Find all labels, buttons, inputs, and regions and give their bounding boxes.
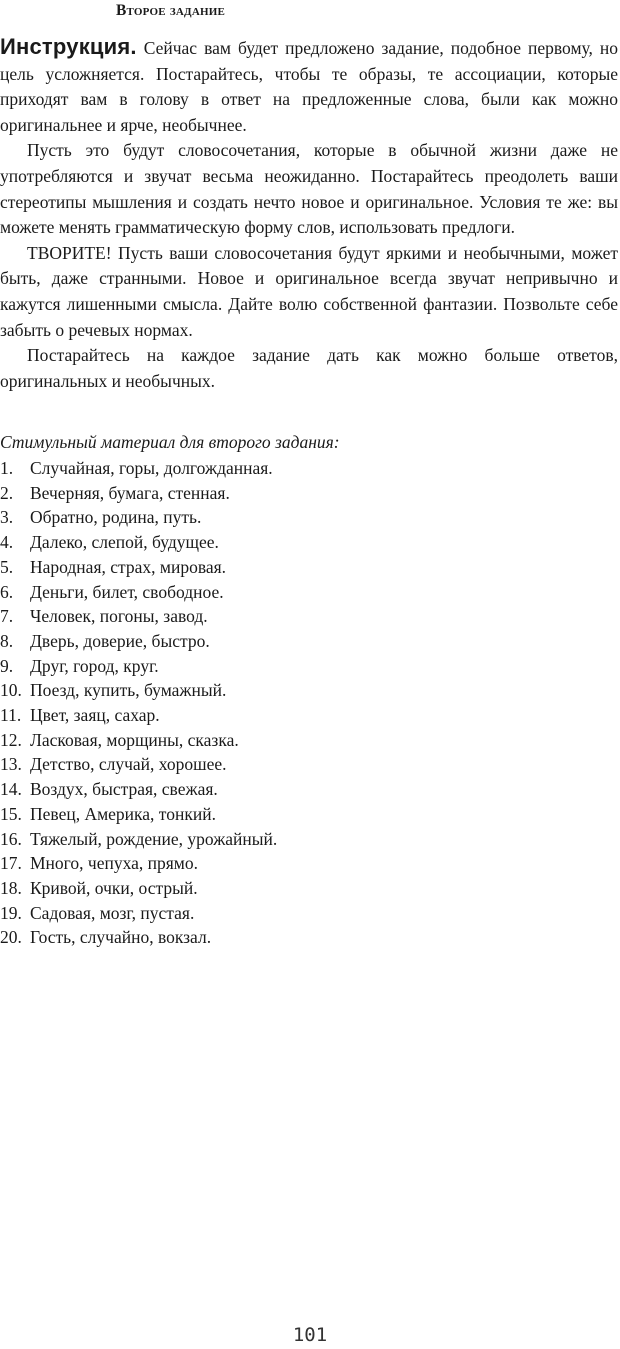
- page-number: 101: [292, 1324, 328, 1346]
- stimulus-item-number: 5.: [0, 556, 14, 577]
- stimulus-item-text: Друг, город, круг.: [30, 655, 159, 676]
- stimulus-item: [0, 925, 277, 950]
- stimulus-item-text: Народная, страх, мировая.: [30, 556, 227, 577]
- stimulus-item-text: Далеко, слепой, будущее.: [30, 532, 219, 553]
- stimulus-item: [0, 752, 277, 777]
- stimulus-item-text: Дверь, доверие, быстро.: [30, 630, 210, 651]
- stimulus-item-number: 16.: [0, 828, 22, 849]
- stimulus-item-text: Случайная, горы, долгожданная.: [30, 458, 273, 478]
- stimulus-item-number: 3.: [0, 507, 14, 528]
- stimulus-item: [0, 505, 277, 530]
- stimulus-item-number: 17.: [0, 853, 22, 874]
- instruction-text: Сейчас вам будет предложено задание, подобное первому, но цель усложняется. Постарайтесь, чтобы те образы, те ассоциации, которые приходят вам в голову в ответ на предложенные слова, были как можно оригинальнее и ярче, необычнее.: [0, 38, 619, 135]
- stimulus-item: [0, 456, 277, 481]
- paragraph-create: ТВОРИТЕ! Пусть ваши словосочетания будут яркими и необычными, может быть, даже странными. Новое и оригинальное всегда звучат непривычно и кажутся лишенными смысла. Дайте волю собственной фантазии. Позвольте себе забыть о речевых нормах.: [0, 242, 618, 340]
- stimulus-item: [0, 678, 277, 703]
- instruction-block: [0, 34, 618, 394]
- stimulus-item-text: Цвет, заяц, сахар.: [30, 705, 160, 726]
- instruction-paragraph: [0, 34, 618, 138]
- stimulus-item-text: Певец, Америка, тонкий.: [30, 803, 216, 824]
- instruction-lead-word: Инструкция.: [0, 34, 137, 59]
- stimulus-item-text: Воздух, быстрая, свежая.: [30, 779, 218, 800]
- stimulus-item: [0, 481, 277, 506]
- stimulus-item: [0, 654, 277, 679]
- stimulus-item-number: 11.: [0, 705, 22, 726]
- stimulus-caption: Стимульный материал для второго задания:: [0, 432, 340, 452]
- stimulus-item-text: Обратно, родина, путь.: [30, 507, 202, 528]
- stimulus-item: [0, 827, 277, 852]
- stimulus-item-number: 7.: [0, 606, 14, 627]
- stimulus-item: [0, 629, 277, 654]
- stimulus-item-number: 18.: [0, 877, 22, 898]
- stimulus-item: [0, 604, 277, 629]
- stimulus-item-number: 15.: [0, 803, 22, 824]
- stimulus-item-number: 19.: [0, 902, 22, 923]
- stimulus-item-text: Поезд, купить, бумажный.: [30, 680, 227, 701]
- stimulus-item-text: Вечерняя, бумага, стенная.: [30, 482, 230, 503]
- stimulus-item-text: Детство, случай, хорошее.: [30, 754, 227, 775]
- stimulus-item-number: 13.: [0, 754, 22, 775]
- stimulus-item: [0, 777, 277, 802]
- stimulus-item: [0, 802, 277, 827]
- stimulus-item-number: 9.: [0, 655, 14, 676]
- stimulus-item-number: 20.: [0, 927, 22, 948]
- section-title: Второе задание: [116, 2, 226, 19]
- stimulus-item-number: 14.: [0, 779, 22, 800]
- stimulus-item: [0, 728, 277, 753]
- stimulus-item: [0, 876, 277, 901]
- stimulus-item: [0, 901, 277, 926]
- stimulus-item-number: 8.: [0, 630, 14, 651]
- stimulus-item: [0, 580, 277, 605]
- stimulus-item-number: 2.: [0, 482, 14, 503]
- paragraph-conditions: Пусть это будут словосочетания, которые в обычной жизни даже не употребляются и звучат весьма неожиданно. Постарайтесь преодолеть ваши стереотипы мышления и создать нечто новое и оригинальное. Условия те же: вы можете менять грамматическую форму слов, использовать предлоги.: [0, 140, 618, 238]
- stimulus-item-text: Кривой, очки, острый.: [30, 877, 198, 898]
- stimulus-item-text: Деньги, билет, свободное.: [30, 581, 224, 602]
- stimulus-item-number: 6.: [0, 581, 14, 602]
- stimulus-item-number: 1.: [0, 458, 14, 478]
- stimulus-item: [0, 703, 277, 728]
- stimulus-list: [0, 456, 277, 950]
- stimulus-item-number: 10.: [0, 680, 22, 701]
- stimulus-item-text: Много, чепуха, прямо.: [30, 853, 199, 874]
- stimulus-item: [0, 530, 277, 555]
- stimulus-item: [0, 555, 277, 580]
- stimulus-item-number: 12.: [0, 729, 22, 750]
- stimulus-item: [0, 851, 277, 876]
- paragraph-answers: Постарайтесь на каждое задание дать как можно больше ответов, оригинальных и необычных.: [0, 345, 618, 391]
- stimulus-item-text: Ласковая, морщины, сказка.: [30, 729, 239, 750]
- stimulus-item-text: Человек, погоны, завод.: [30, 606, 208, 627]
- stimulus-item-text: Садовая, мозг, пустая.: [30, 902, 195, 923]
- stimulus-item-text: Тяжелый, рождение, урожайный.: [30, 828, 278, 849]
- stimulus-item-number: 4.: [0, 532, 14, 553]
- stimulus-item-text: Гость, случайно, вокзал.: [30, 927, 212, 948]
